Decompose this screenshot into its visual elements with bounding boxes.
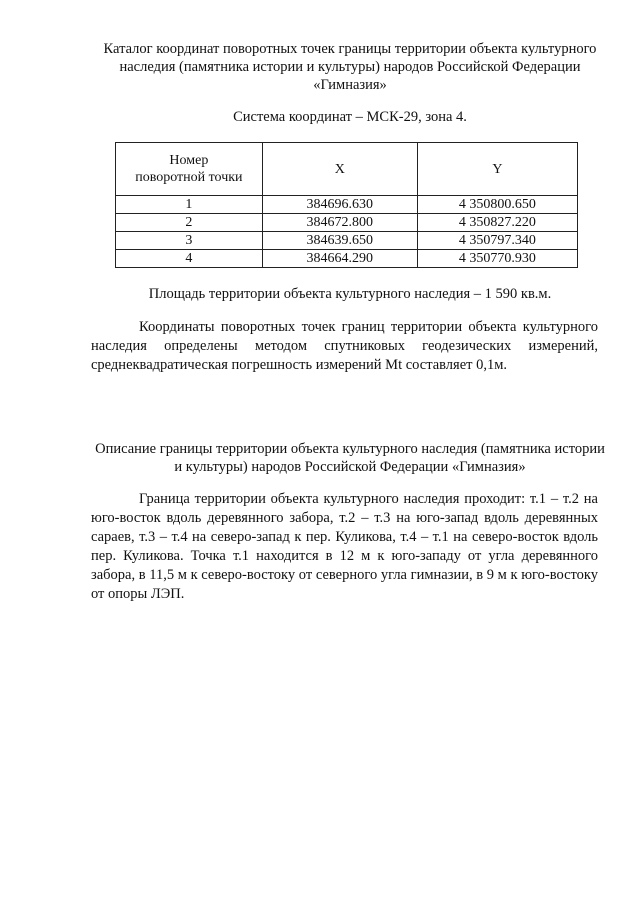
coordinates-table [115,142,578,268]
y-cell: 4 350797.340 [417,232,577,250]
coordinate-system: Система координат – МСК-29, зона 4. [233,109,467,125]
table-row [116,232,578,250]
description-paragraph: Граница территории объекта культурного наследия проходит: т.1 – т.2 на юго-восток вдоль деревянного забора, т.2 – т.3 на юго-запад вдоль деревянных сараев, т.3 – т.4 на северо-запад к пер. Куликова, т.4 – т.1 на северо-восток вдоль пер. Куликова. Точка т.1 находится в 12 м к юго-западу от угла деревянного забора, в 11,5 м к северо-востоку от северного угла гимназии, в 9 м к юго-востоку от опоры ЛЭП. [91,491,598,602]
x-cell: 384672.800 [262,214,417,232]
table-row [116,214,578,232]
header-y: Y [417,143,577,196]
x-cell: 384639.650 [262,232,417,250]
table-row [116,196,578,214]
point-number-cell: 4 [116,250,263,268]
y-cell: 4 350800.650 [417,196,577,214]
x-cell: 384664.290 [262,250,417,268]
table-header-row [116,143,578,196]
point-number-cell: 1 [116,196,263,214]
description-title: Описание границы территории объекта культурного наследия (памятника истории и культуры) народов Российской Федерации «Гимназия» [95,441,605,475]
y-cell: 4 350827.220 [417,214,577,232]
point-number-cell: 2 [116,214,263,232]
catalog-title: Каталог координат поворотных точек границы территории объекта культурного наследия (памятника истории и культуры) народов Российской Федерации «Гимназия» [103,41,597,93]
header-point-number: Номер поворотной точки [116,143,263,196]
y-cell: 4 350770.930 [417,250,577,268]
method-paragraph: Координаты поворотных точек границ территории объекта культурного наследия определены методом спутниковых геодезических измерений, среднеквадратическая погрешность измерений Mt составляет 0,1м. [91,319,598,373]
area-statement: Площадь территории объекта культурного наследия – 1 590 кв.м. [148,286,552,302]
x-cell: 384696.630 [262,196,417,214]
point-number-cell: 3 [116,232,263,250]
header-x: X [262,143,417,196]
table-row [116,250,578,268]
